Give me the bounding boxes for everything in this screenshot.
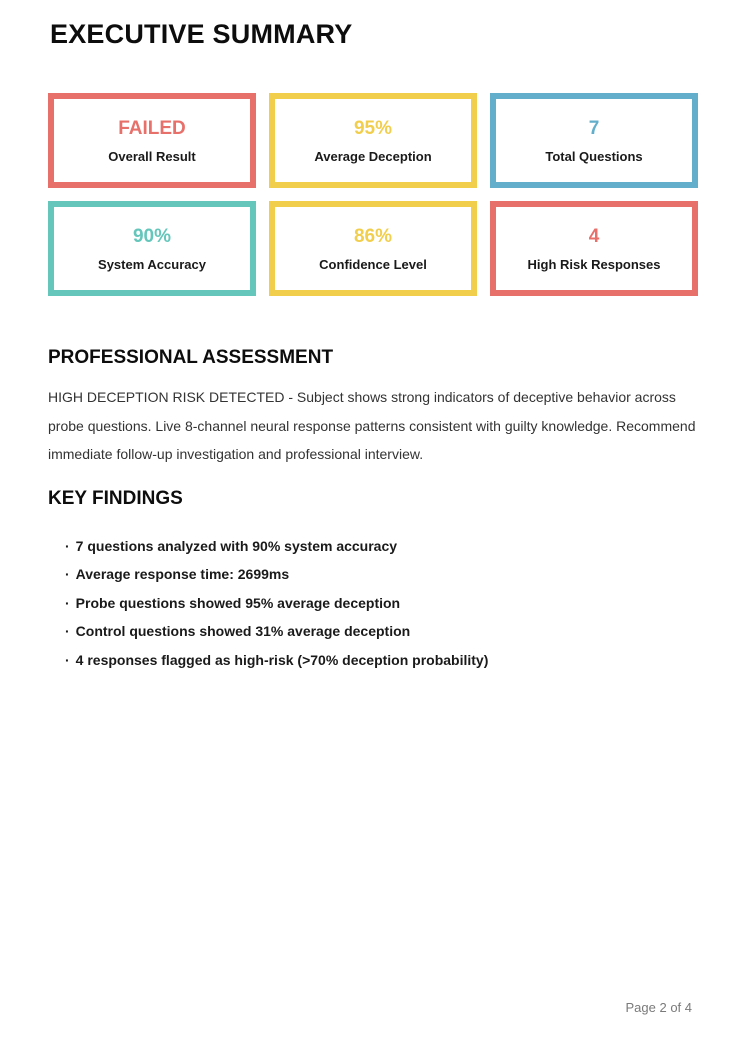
key-finding-text: Average response time: 2699ms xyxy=(75,566,290,582)
stat-label-confidence-level: Confidence Level xyxy=(319,256,427,272)
bullet-glyph: · xyxy=(65,623,70,639)
bullet-glyph: · xyxy=(65,537,70,554)
stat-label-overall-result: Overall Result xyxy=(108,148,196,164)
page-title: EXECUTIVE SUMMARY xyxy=(50,19,353,49)
key-findings-heading: KEY FINDINGS xyxy=(48,487,183,509)
stat-label-high-risk-responses: High Risk Responses xyxy=(527,256,661,272)
bullet-glyph: · xyxy=(65,566,70,582)
page-number: Page 2 of 4 xyxy=(625,1000,692,1015)
professional-assessment-body: HIGH DECEPTION RISK DETECTED - Subject shows strong indicators of deceptive behavior across probe questions. Live 8-channel neural response patterns consistent with guilty knowledge. Recommend immediate follow-up investigation and professional interview. xyxy=(48,389,696,462)
key-finding-text: 4 responses flagged as high-risk (>70% deception probability) xyxy=(75,651,489,668)
stat-card-confidence-level xyxy=(269,201,477,296)
stat-value-confidence-level: 86% xyxy=(353,225,393,247)
key-finding-item xyxy=(65,560,698,589)
stat-value-high-risk-responses: 4 xyxy=(588,225,600,247)
bullet-glyph: · xyxy=(65,651,70,668)
summary-stats-grid xyxy=(48,93,698,296)
key-finding-item xyxy=(65,532,698,561)
key-finding-text: 7 questions analyzed with 90% system accuracy xyxy=(75,537,398,554)
stat-value-overall-result: FAILED xyxy=(118,117,186,139)
key-findings-list xyxy=(48,532,698,675)
professional-assessment-heading: PROFESSIONAL ASSESSMENT xyxy=(48,347,334,368)
key-finding-text: Control questions showed 31% average deception xyxy=(75,623,411,639)
stat-label-system-accuracy: System Accuracy xyxy=(98,256,206,272)
stat-value-system-accuracy: 90% xyxy=(132,225,172,247)
stat-label-average-deception: Average Deception xyxy=(314,148,432,164)
stat-value-total-questions: 7 xyxy=(588,117,600,139)
stat-value-average-deception: 95% xyxy=(353,117,393,139)
key-finding-item xyxy=(65,589,698,618)
stat-label-total-questions: Total Questions xyxy=(545,148,643,164)
stat-card-system-accuracy xyxy=(48,201,256,296)
stat-card-high-risk-responses xyxy=(490,201,698,296)
key-finding-text: Probe questions showed 95% average deception xyxy=(75,594,401,611)
key-finding-item xyxy=(65,646,698,675)
stat-card-average-deception xyxy=(269,93,477,188)
stat-card-overall-result xyxy=(48,93,256,188)
report-content xyxy=(0,20,743,674)
key-finding-item xyxy=(65,617,698,646)
stat-card-total-questions xyxy=(490,93,698,188)
bullet-glyph: · xyxy=(65,594,70,611)
